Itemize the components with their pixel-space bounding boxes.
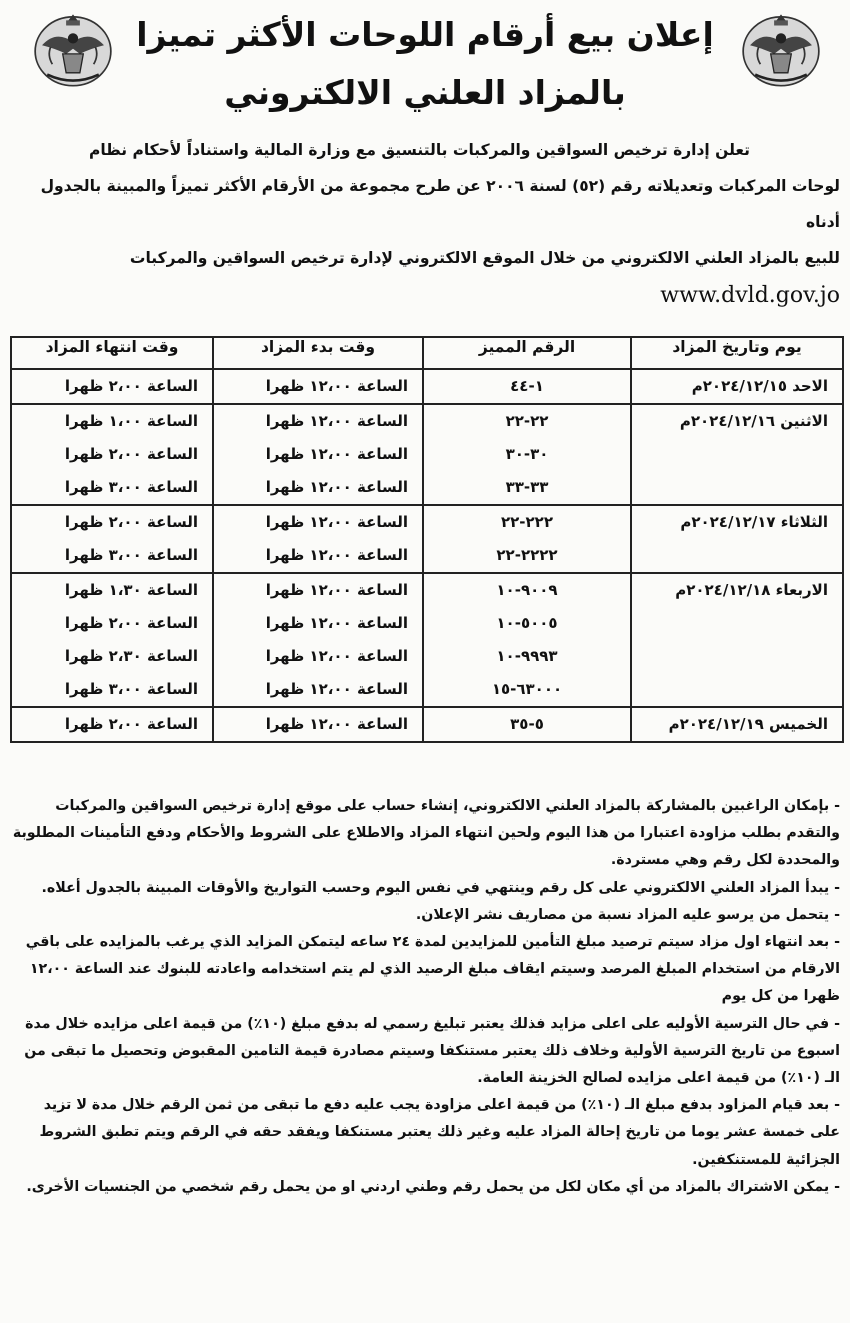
start-time: الساعة ١٢،٠٠ ظهرا: [265, 581, 408, 599]
coat-of-arms-icon: [30, 4, 116, 90]
note-item: - يتحمل من يرسو عليه المزاد نسبة من مصاريف نشر الإعلان.: [415, 906, 840, 923]
end-time: الساعة ٢،٠٠ ظهرا: [64, 614, 198, 632]
title-line-1: إعلان بيع أرقام اللوحات الأكثر تميزا: [136, 15, 714, 54]
plate-number: ٢٢٢٢-٢٢: [496, 546, 558, 564]
header-number: الرقم المميز: [423, 337, 631, 369]
start-time: الساعة ١٢،٠٠ ظهرا: [265, 445, 408, 463]
auction-schedule-table: [10, 336, 844, 743]
plate-number: ٩٠٠٩-١٠: [496, 581, 558, 599]
header-start-time: وقت بدء المزاد: [213, 337, 423, 369]
plate-number: ٩٩٩٣-١٠: [496, 647, 558, 665]
plate-number: ٣٠-٣٠: [505, 445, 549, 463]
end-time: الساعة ٢،٠٠ ظهرا: [64, 513, 198, 531]
table-row: [11, 573, 843, 707]
plate-number: ١-٤٤: [510, 377, 544, 395]
coat-of-arms-icon: [738, 4, 824, 90]
table-row: [11, 505, 843, 573]
end-time: الساعة ١،٣٠ ظهرا: [64, 581, 198, 599]
header-end-time: وقت انتهاء المزاد: [11, 337, 213, 369]
note-item: - يبدأ المزاد العلني الالكتروني على كل رقم وينتهي في نفس اليوم وحسب التواريخ والأوقات المبينة بالجدول أعلاه.: [41, 879, 840, 896]
intro-paragraph: [10, 132, 840, 314]
plate-number: ٢٢٢-٢٢: [500, 513, 553, 531]
plate-number: ٥٠٠٥-١٠: [496, 614, 558, 632]
table-row: [11, 404, 843, 505]
start-time: الساعة ١٢،٠٠ ظهرا: [265, 546, 408, 564]
start-time: الساعة ١٢،٠٠ ظهرا: [265, 715, 408, 733]
end-time: الساعة ٢،٠٠ ظهرا: [64, 445, 198, 463]
note-item: - في حال الترسية الأوليه على اعلى مزايد فذلك يعتبر تبليغ رسمي له بدفع مبلغ (١٠٪) من قيمة اعلى مزايده خلال مدة اسبوع من تاريخ الترسية الأولية وخلاف ذلك يعتبر مستنكفا وسيتم مصادرة قيمة التامين المقبوض وتحصيل ما تبقى من الـ (١٠٪) من قيمة اعلى مزايده لصالح الخزينة العامة.: [24, 1015, 840, 1087]
plate-number: ٢٢-٢٢: [505, 412, 549, 430]
plate-number: ٦٣٠٠٠-١٥: [491, 680, 563, 698]
start-time: الساعة ١٢،٠٠ ظهرا: [265, 412, 408, 430]
table-row: [11, 369, 843, 404]
table-row: [11, 707, 843, 742]
start-time: الساعة ١٢،٠٠ ظهرا: [265, 614, 408, 632]
auction-date: الثلاثاء ٢٠٢٤/١٢/١٧م: [680, 513, 828, 531]
end-time: الساعة ١،٠٠ ظهرا: [64, 412, 198, 430]
intro-line-2: لوحات المركبات وتعديلاته رقم (٥٢) لسنة ٢٠٠٦ عن طرح مجموعة من الأرقام الأكثر تميزاً والمبينة بالجدول أدناه: [40, 177, 840, 231]
start-time: الساعة ١٢،٠٠ ظهرا: [265, 478, 408, 496]
end-time: الساعة ٢،٠٠ ظهرا: [64, 715, 198, 733]
title-line-2: بالمزاد العلني الالكتروني: [224, 73, 626, 112]
note-item: - بعد قيام المزاود بدفع مبلغ الـ (١٠٪) من قيمة اعلى مزاودة يجب عليه دفع ما تبقى من ثمن الرقم خلال مدة لا تزيد على خمسة عشر يوما من تاريخ إحالة المزاد عليه وغير ذلك يعتبر مستنكفا ويفقد حقه في الرقم ويتم تطبق الشروط الجزائية للمستنكفين.: [39, 1097, 840, 1168]
intro-line-1: تعلن إدارة ترخيص السواقين والمركبات بالتنسيق مع وزارة المالية واستناداً لأحكام نظام: [88, 141, 750, 159]
end-time: الساعة ٣،٠٠ ظهرا: [64, 546, 198, 564]
auction-date: الاثنين ٢٠٢٤/١٢/١٦م: [679, 412, 828, 430]
end-time: الساعة ٣،٠٠ ظهرا: [64, 680, 198, 698]
page-title: [130, 6, 720, 122]
auction-date: الخميس ٢٠٢٤/١٢/١٩م: [668, 715, 828, 733]
end-time: الساعة ٢،٠٠ ظهرا: [64, 377, 198, 395]
notes-list: [10, 793, 840, 1201]
header-date: يوم وتاريخ المزاد: [631, 337, 843, 369]
plate-number: ٣٣-٣٣: [505, 478, 549, 496]
auction-date: الاحد ٢٠٢٤/١٢/١٥م: [691, 377, 828, 395]
intro-line-3: للبيع بالمزاد العلني الالكتروني من خلال الموقع الالكتروني لإدارة ترخيص السواقين والمركبات: [129, 249, 840, 267]
note-item: - بعد انتهاء اول مزاد سيتم ترصيد مبلغ التأمين للمزايدين لمدة ٢٤ ساعه ليتمكن المزايد الذي يرغب بالمزايده على باقي الارقام من استخدام المبلغ المرصد وسيتم ايقاف مبلغ الرصيد الذي لم يتم استخدامه واعادته للبنوك عند الساعة ١٢،٠٠ ظهرا من كل يوم: [25, 934, 840, 1005]
start-time: الساعة ١٢،٠٠ ظهرا: [265, 377, 408, 395]
auction-date: الاربعاء ٢٠٢٤/١٢/١٨م: [675, 581, 828, 599]
start-time: الساعة ١٢،٠٠ ظهرا: [265, 513, 408, 531]
table-header-row: [11, 337, 843, 369]
website-url: www.dvld.gov.jo: [660, 283, 840, 308]
start-time: الساعة ١٢،٠٠ ظهرا: [265, 680, 408, 698]
note-item: - بإمكان الراغبين بالمشاركة بالمزاد العلني الالكتروني، إنشاء حساب على موقع إدارة ترخيص السواقين والمركبات والتقدم بطلب مزاودة اعتبارا من هذا اليوم ولحين انتهاء المزاد والاطلاع على الشروط والأحكام ودفع التأمينات المطلوبة والمحددة لكل رقم وهي مستردة.: [12, 798, 840, 869]
end-time: الساعة ٣،٠٠ ظهرا: [64, 478, 198, 496]
note-item: - يمكن الاشتراك بالمزاد من أي مكان لكل من يحمل رقم وطني اردني او من يحمل رقم شخصي من الجنسيات الأخرى.: [26, 1178, 840, 1195]
end-time: الساعة ٢،٣٠ ظهرا: [64, 647, 198, 665]
start-time: الساعة ١٢،٠٠ ظهرا: [265, 647, 408, 665]
plate-number: ٥-٣٥: [510, 715, 544, 733]
